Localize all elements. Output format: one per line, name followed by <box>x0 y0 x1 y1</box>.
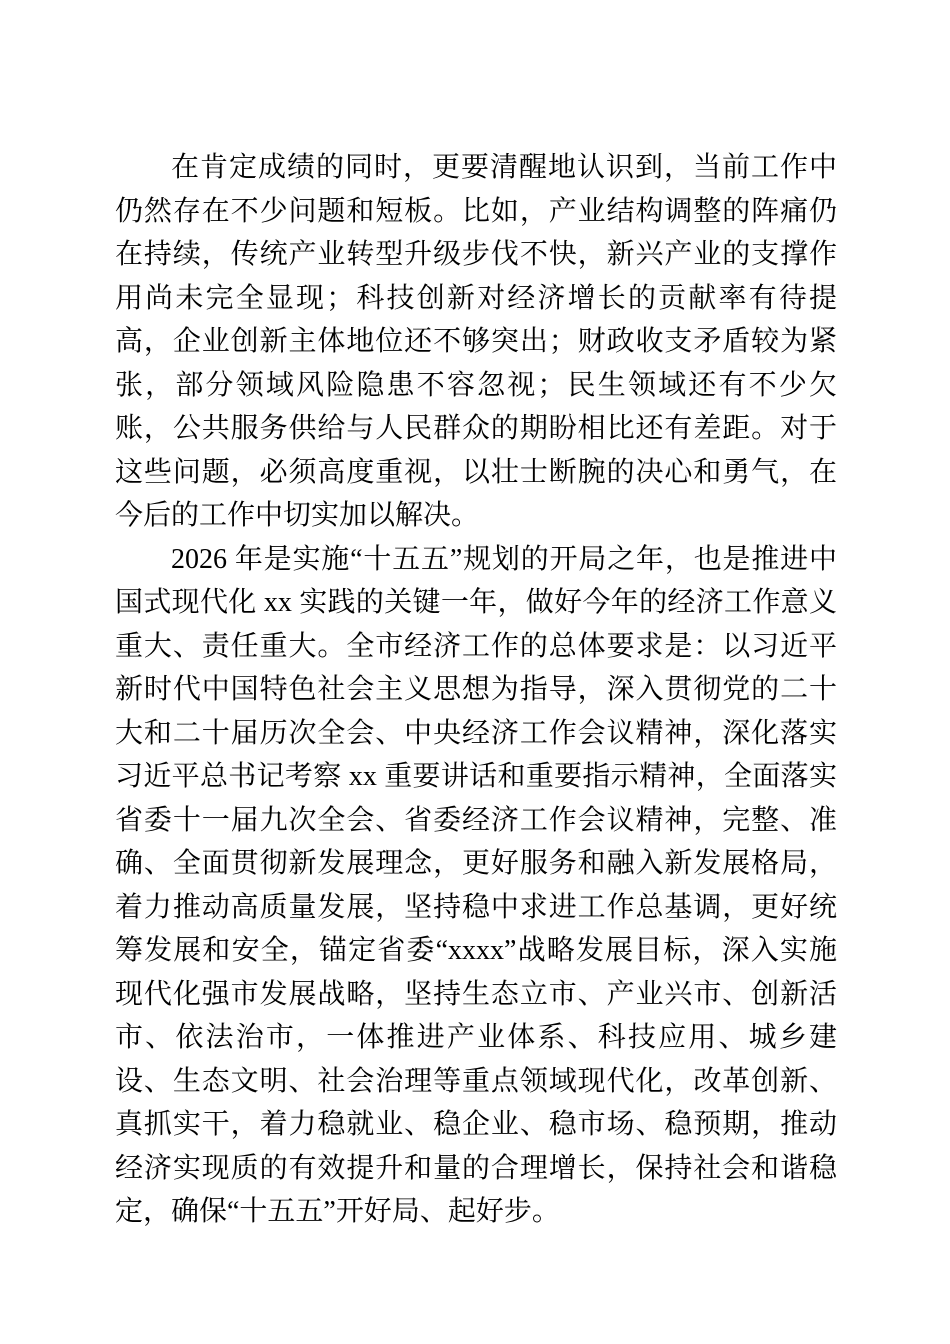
paragraph-2026-overall-requirements: 2026 年是实施“十五五”规划的开局之年，也是推进中国式现代化 xx 实践的关键一年，做好今年的经济工作意义重大、责任重大。全市经济工作的总体要求是：以习近平新时代中国特色社会主义思想为指导，深入贯彻党的二十大和二十届历次全会、中央经济工作会议精神，深化落实习近平总书记考察 xx 重要讲话和重要指示精神，全面落实省委十一届九次全会、省委经济工作会议精神，完整、准确、全面贯彻新发展理念，更好服务和融入新发展格局，着力推动高质量发展，坚持稳中求进工作总基调，更好统筹发展和安全，锚定省委“xxxx”战略发展目标，深入实施现代化强市发展战略，坚持生态立市、产业兴市、创新活市、依法治市，一体推进产业体系、科技应用、城乡建设、生态文明、社会治理等重点领域现代化，改革创新、真抓实干，着力稳就业、稳企业、稳市场、稳预期，推动经济实现质的有效提升和量的合理增长，保持社会和谐稳定，确保“十五五”开好局、起好步。 <box>115 543 837 1227</box>
paragraph-problems-and-shortcomings: 在肯定成绩的同时，更要清醒地认识到，当前工作中仍然存在不少问题和短板。比如，产业结构调整的阵痛仍在持续，传统产业转型升级步伐不快，新兴产业的支撑作用尚未完全显现；科技创新对经济增长的贡献率有待提高，企业创新主体地位还不够突出；财政收支矛盾较为紧张，部分领域风险隐患不容忽视；民生领域还有不少欠账，公共服务供给与人民群众的期盼相比还有差距。对于这些问题，必须高度重视，以壮士断腕的决心和勇气，在今后的工作中切实加以解决。 <box>115 152 837 531</box>
document-body <box>115 146 837 1234</box>
